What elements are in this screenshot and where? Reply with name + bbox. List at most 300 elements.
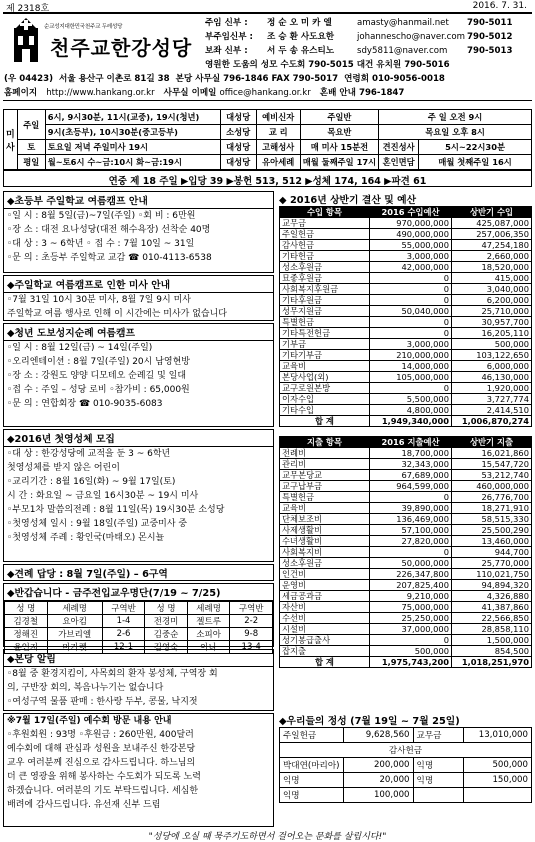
budget-amount: 0: [370, 635, 452, 646]
staff-phone: 790-5013: [467, 46, 513, 56]
mass-day: 주일: [17, 110, 45, 140]
table-row: [280, 514, 532, 525]
item-name: 교무본당교: [280, 470, 370, 481]
actual-amount: 16,021,860: [452, 448, 532, 459]
member-name: 전경미: [145, 615, 188, 628]
table-row: [280, 591, 532, 602]
table-row: [280, 536, 532, 547]
donor-name: [413, 788, 463, 803]
staff-row: [205, 16, 512, 28]
table-row: [280, 470, 532, 481]
actual-amount: 1,500,000: [452, 635, 532, 646]
item-name: 성소후원금: [280, 558, 370, 569]
item-name: 기부금: [280, 339, 370, 350]
table-row: [280, 405, 532, 416]
budget-amount: 0: [370, 492, 452, 503]
notice-line: ◦부모1차 말씀의전례 : 8월 11일(목) 19시30분 소성당: [7, 505, 225, 515]
budget-amount: 0: [370, 317, 452, 328]
notice-line: 의, 구반장 회의, 복음나누기는 없습니다: [7, 683, 164, 693]
actual-amount: 58,515,330: [452, 514, 532, 525]
member-district: 9-8: [230, 628, 273, 641]
item-name: 성소후원금: [280, 262, 370, 273]
notice-line: ◦교리기간 : 8월 16일(화) ~ 9월 17일(토): [7, 477, 176, 487]
donor-name: 익명: [413, 773, 463, 788]
notice-line: ◦7월 31일 10시 30분 미사, 8월 7일 9시 미사: [7, 295, 191, 305]
budget-amount: 37,000,000: [370, 624, 452, 635]
table-row: [280, 295, 532, 306]
item-name: 주일헌금: [280, 229, 370, 240]
table-row: [280, 262, 532, 273]
staff-phone: 790-5012: [467, 32, 513, 42]
table-row: [280, 448, 532, 459]
budget-amount: 50,000,000: [370, 558, 452, 569]
actual-amount: 4,326,880: [452, 591, 532, 602]
budget-amount: 0: [370, 295, 452, 306]
table-header-row: [280, 437, 532, 448]
item-name: 특별헌금: [280, 492, 370, 503]
actual-amount: 22,566,850: [452, 613, 532, 624]
notice-line: 시 간 : 화요일 ~ 금요일 16시30분 ~ 19시 미사: [7, 491, 199, 501]
table-row: [280, 547, 532, 558]
item-name: 성기봉급출사: [280, 635, 370, 646]
column-header: 상반기 지출: [452, 437, 532, 448]
thanks-offering-label: 감사헌금: [280, 743, 532, 758]
staff-label: 부주임신부 :: [205, 32, 253, 42]
donor-amount: 20,000: [343, 773, 413, 788]
table-row: [280, 788, 532, 803]
table-header-row: [280, 207, 532, 218]
budget-amount: 9,210,000: [370, 591, 452, 602]
table-row: [280, 580, 532, 591]
issue-number: 제 2318호: [6, 4, 50, 14]
table-row: [280, 613, 532, 624]
table-row: [280, 558, 532, 569]
office-email-label: 사무실 이메일: [163, 88, 217, 98]
mass-place: 대성당: [220, 155, 256, 170]
notice-line: ◦문 의 : 초등부 주일학교 교감 ☎ 010-4113-6538: [7, 253, 212, 263]
table-row: [280, 339, 532, 350]
item-name: 단체보조비: [280, 514, 370, 525]
mass-times: 9시(초등부), 10시30분(중고등부): [45, 125, 220, 140]
item-name: 자산비: [280, 602, 370, 613]
notice-title: ◆초등부 주일학교 여름캠프 안내: [4, 192, 273, 209]
total-budget: 1,975,743,200: [370, 657, 452, 668]
staff-label: 보좌 신부 :: [205, 46, 248, 56]
table-row: [280, 394, 532, 405]
actual-amount: 3,727,774: [452, 394, 532, 405]
actual-amount: 6,000,000: [452, 361, 532, 372]
item-name: 전례비: [280, 448, 370, 459]
income-total-row: [280, 416, 532, 427]
notice-line: ◦여성구역 물품 판매 : 한사랑 두부, 콩물, 낙지젓: [7, 697, 198, 707]
budget-amount: 0: [370, 383, 452, 394]
notice-first-communion: [3, 429, 274, 562]
actual-amount: 110,021,750: [452, 569, 532, 580]
member-district: 2-2: [230, 615, 273, 628]
actual-amount: 15,547,720: [452, 459, 532, 470]
table-row: [280, 251, 532, 262]
header-divider: [3, 12, 532, 14]
donor-amount: [463, 788, 531, 803]
mass-schedule-table: [3, 109, 532, 170]
actual-amount: 2,414,510: [452, 405, 532, 416]
notice-title: ◆2016년 첫영성체 모집: [4, 430, 273, 447]
jesuit-visit-box: [3, 713, 274, 827]
bottom-slogan: "성당에 오실 때 묵주기도하면서 걸어오는 문화를 살립시다!": [148, 832, 387, 842]
table-row: [280, 624, 532, 635]
mass-side-label: 미 사: [4, 110, 18, 170]
actual-amount: 41,387,860: [452, 602, 532, 613]
budget-amount: 226,347,800: [370, 569, 452, 580]
notice-line: 더 큰 영광을 위해 봉사하는 수도회가 되도록 노력: [7, 772, 201, 782]
item-name: 감사헌금: [280, 240, 370, 251]
item-name: 묘좋후원금: [280, 273, 370, 284]
actual-amount: 13,460,000: [452, 536, 532, 547]
notice-title: ◆견례 답당 : 8월 7일(주일) – 6구역: [7, 569, 168, 580]
donor-amount: 500,000: [463, 758, 531, 773]
budget-amount: 207,825,400: [370, 580, 452, 591]
notice-line: ◦일 시 : 8월 5일(금)~7일(주일) ◦회 비 : 6만원: [7, 211, 196, 221]
budget-amount: 50,040,000: [370, 306, 452, 317]
total-budget: 1,949,340,000: [370, 416, 452, 427]
notice-line: 교우 여러분께 진심으로 감사드립니다. 하느님의: [7, 758, 196, 768]
donor-name: 익명: [280, 788, 344, 803]
table-row: [280, 350, 532, 361]
actual-amount: 3,040,000: [452, 284, 532, 295]
item-name: 본당사업(외): [280, 372, 370, 383]
table-row: [280, 229, 532, 240]
notice-title: ※7월 17일(주일) 예수회 방문 내용 안내: [7, 716, 172, 726]
actual-amount: 415,000: [452, 273, 532, 284]
info-cell: 혼인면담: [379, 155, 419, 170]
column-header: 세례명: [47, 602, 102, 615]
member-name: 김경철: [5, 615, 48, 628]
actual-amount: 2,660,000: [452, 251, 532, 262]
budget-amount: 67,689,000: [370, 470, 452, 481]
notice-line: ◦문 의 : 연합회장 ☎ 010-9035-6083: [7, 399, 163, 409]
staff-name: 서 두 송 유스티노: [267, 46, 335, 56]
mass-times: 월~토6시 수~금:10시 화~금:19시: [45, 155, 220, 170]
member-baptism-name: 마가렛: [47, 641, 102, 654]
actual-amount: 26,776,700: [452, 492, 532, 503]
postal-code: (우 04423): [4, 74, 54, 84]
notice-title: ◆본당 알림: [4, 650, 273, 667]
info-cell: 5시~22시30분: [419, 140, 532, 155]
notice-line: ◦8월 중 환경지킴이, 사목회의 환자 봉성체, 구역장 회: [7, 669, 218, 679]
homepage-link[interactable]: http://www.hankang.or.kr: [46, 88, 155, 98]
notice-altar-duty: [3, 564, 274, 581]
staff-name: 정 순 오 미 카 엘: [267, 18, 332, 28]
item-name: 기타후원금: [280, 295, 370, 306]
income-table: [279, 206, 532, 427]
budget-amount: 970,000,000: [370, 218, 452, 229]
actual-amount: 1,920,000: [452, 383, 532, 394]
table-row: [280, 525, 532, 536]
budget-amount: 964,599,000: [370, 481, 452, 492]
actual-amount: 47,254,180: [452, 240, 532, 251]
budget-amount: 57,100,000: [370, 525, 452, 536]
table-row: [280, 240, 532, 251]
notice-line: ◦일 시 : 8월 12일(금) ~ 14일(주일): [7, 343, 153, 353]
info-cell: 목요반: [300, 125, 378, 140]
column-header: 구역반: [102, 602, 145, 615]
item-name: 성무지원금: [280, 306, 370, 317]
total-actual: 1,006,870,274: [452, 416, 532, 427]
table-row: [280, 306, 532, 317]
budget-amount: 0: [370, 273, 452, 284]
item-name: 교육비: [280, 361, 370, 372]
member-district: 1-4: [102, 615, 145, 628]
item-name: 세금공과금: [280, 591, 370, 602]
item-name: 기타헌금: [280, 251, 370, 262]
newsletter-title: 천주교한강성당: [50, 36, 193, 60]
member-district: 12-1: [102, 641, 145, 654]
table-row: [280, 328, 532, 339]
staff-email[interactable]: sdy5811@naver.com: [357, 46, 448, 56]
staff-row: [205, 44, 512, 56]
actual-amount: 257,006,350: [452, 229, 532, 240]
table-row: [280, 503, 532, 514]
column-header: 구역반: [230, 602, 273, 615]
mass-day: 평일: [17, 155, 45, 170]
donor-amount: 200,000: [343, 758, 413, 773]
member-baptism-name: 요아킴: [47, 615, 102, 628]
actual-amount: 6,200,000: [452, 295, 532, 306]
budget-amount: 3,000,000: [370, 339, 452, 350]
item-name: 기타수입: [280, 405, 370, 416]
item-name: 특별헌금: [280, 317, 370, 328]
column-header: 성 명: [145, 602, 188, 615]
table-row: [4, 155, 532, 170]
office-email[interactable]: office@hankang.or.kr: [219, 88, 311, 98]
header-subtitle: 순교성지대한민국천주교 두레성당: [44, 24, 123, 30]
item-name: 사회복지후원금: [280, 284, 370, 295]
staff-name: 조 승 환 사도요한: [267, 32, 335, 42]
item-name: 운영비: [280, 580, 370, 591]
total-actual: 1,018,251,970: [452, 657, 532, 668]
actual-amount: 53,212,740: [452, 470, 532, 481]
donation-info: 혼배 안내 796-1847: [319, 88, 405, 98]
item-name: 사회복지비: [280, 547, 370, 558]
notice-youth-pilgrimage: [3, 323, 274, 427]
address: 서울 용산구 이촌로 81길 38: [59, 74, 170, 84]
info-cell: 교 리: [256, 125, 300, 140]
donor-amount: 150,000: [463, 773, 531, 788]
info-cell: 매 미사 15분전: [300, 140, 378, 155]
mass-place: 소성당: [220, 125, 256, 140]
notice-line: 첫영성체를 받지 않은 어린이: [7, 463, 120, 473]
item-name: 수녀생활비: [280, 536, 370, 547]
actual-amount: 46,130,000: [452, 372, 532, 383]
table-row: [280, 481, 532, 492]
item-name: 교육비: [280, 503, 370, 514]
item-name: 이자수입: [280, 394, 370, 405]
budget-amount: 0: [370, 284, 452, 295]
notice-title: ◆청년 도보성지순례 여름캠프: [4, 324, 273, 341]
budget-amount: 75,000,000: [370, 602, 452, 613]
staff-phone: 790-5011: [467, 18, 513, 28]
staff-email[interactable]: johannescho@naver.com: [357, 32, 465, 42]
member-district: 13-4: [230, 641, 273, 654]
church-logo-icon: [12, 18, 40, 64]
budget-amount: 490,000,000: [370, 229, 452, 240]
table-row: [4, 125, 532, 140]
info-cell: 주일반: [300, 110, 378, 125]
actual-amount: 103,122,650: [452, 350, 532, 361]
item-name: 관리비: [280, 459, 370, 470]
issue-date: 2016. 7. 31.: [472, 1, 527, 11]
item-name: 인건비: [280, 569, 370, 580]
notice-line: ◦장 소 : 강원도 양양 디모테오 순례길 및 일대: [7, 371, 187, 381]
finance-title: ◆ 2016년 상반기 결산 및 예산: [279, 195, 417, 206]
mass-day: 토: [17, 140, 45, 155]
budget-amount: 0: [370, 328, 452, 339]
member-baptism-name: 소피아: [187, 628, 230, 641]
info-cell: 매월 둘째주일 17시: [300, 155, 378, 170]
column-header: 지출 항목: [280, 437, 370, 448]
offering-table: [279, 727, 532, 803]
table-row: [280, 273, 532, 284]
notice-title: ◆주일학교 여름캠프로 인한 미사 안내: [4, 276, 273, 293]
info-cell: 예비신자: [256, 110, 300, 125]
office-phone: 본당 사무실 796-1846 FAX 790-5017: [175, 74, 339, 84]
offering-label: 교무금: [413, 728, 463, 743]
table-row: [280, 646, 532, 657]
mass-place: 대성당: [220, 140, 256, 155]
item-name: 기타특전헌금: [280, 328, 370, 339]
donor-name: 익명: [413, 758, 463, 773]
parish-notice-box: [3, 649, 274, 711]
table-row: [280, 284, 532, 295]
actual-amount: 500,000: [452, 339, 532, 350]
expense-table: [279, 436, 532, 668]
actual-amount: 25,770,000: [452, 558, 532, 569]
notice-line: ◦첫영성체 주례 : 황인국(마태오) 몬시뇰: [7, 533, 165, 543]
staff-email[interactable]: amasty@hanmail.net: [357, 18, 449, 28]
affiliate-row: 영원한 도움의 성모 수도회 790-5015 대건 유치원 790-5016: [205, 60, 450, 70]
info-cell: 매월 첫째주일 16시: [419, 155, 532, 170]
item-name: 잡지출: [280, 646, 370, 657]
item-name: 기타기부금: [280, 350, 370, 361]
item-name: 사제생활비: [280, 525, 370, 536]
member-baptism-name: 젤트루: [187, 615, 230, 628]
column-header: 수입 항목: [280, 207, 370, 218]
notice-line: ◦후원회원 : 93명 ◦후원금 : 260만원, 400달러: [7, 730, 194, 740]
header-bottom-rule: [3, 100, 532, 101]
info-cell: 유아세례: [256, 155, 300, 170]
member-name: 김중순: [145, 628, 188, 641]
new-members-title: ◆반갑습니다 - 금주전입교우명단(7/19 ~ 7/25): [4, 584, 273, 601]
table-row: [280, 569, 532, 580]
actual-amount: 25,500,290: [452, 525, 532, 536]
total-label: 합 계: [280, 657, 370, 668]
mass-times: 토요일 저녁 주일미사 19시: [45, 140, 220, 155]
table-row: [4, 110, 532, 125]
actual-amount: 854,500: [452, 646, 532, 657]
notice-line: ◦접 수 : 주일 – 성당 로비 ◦참가비 : 65,000원: [7, 385, 190, 395]
budget-amount: 3,000,000: [370, 251, 452, 262]
attendance-stats: 연중 제 18 주일 ▶입당 39 ▶봉헌 513, 512 ▶성체 174, 164 ▶파견 61: [3, 170, 532, 187]
item-name: 시설비: [280, 624, 370, 635]
contact-row: [4, 86, 404, 98]
actual-amount: 94,894,320: [452, 580, 532, 591]
notice-line: ◦첫영성체 일시 : 9월 18일(주일) 교중미사 중: [7, 519, 188, 529]
notice-line: 배려에 감사드립니다. 유선재 신부 드림: [7, 800, 161, 810]
column-header: 상반기 수입: [452, 207, 532, 218]
column-header: 2016 수입예산: [370, 207, 452, 218]
budget-amount: 14,000,000: [370, 361, 452, 372]
budget-amount: 55,000,000: [370, 240, 452, 251]
info-cell: 견진성사: [379, 140, 419, 155]
member-name: 윤인지: [5, 641, 48, 654]
item-name: 교구납부금: [280, 481, 370, 492]
actual-amount: 16,205,110: [452, 328, 532, 339]
mass-times: 6시, 9시30분, 11시(교중), 19시(청년): [45, 110, 220, 125]
homepage-label: 홈페이지: [4, 88, 38, 98]
expense-total-row: [280, 657, 532, 668]
column-header: 2016 지출예산: [370, 437, 452, 448]
member-baptism-name: 가브리엘: [47, 628, 102, 641]
actual-amount: 25,710,000: [452, 306, 532, 317]
budget-amount: 39,890,000: [370, 503, 452, 514]
total-label: 합 계: [280, 416, 370, 427]
offering-amount: 9,628,560: [343, 728, 413, 743]
table-row: [280, 383, 532, 394]
table-row: [5, 628, 273, 641]
table-row: [280, 743, 532, 758]
table-row: [4, 140, 532, 155]
budget-amount: 105,000,000: [370, 372, 452, 383]
notice-line: ◦장 소 : 대전 요나성당(대전 해수욕장) 선착순 40명: [7, 225, 211, 235]
info-cell: 주 일 오전 9시: [379, 110, 532, 125]
notice-summer-camp: [3, 191, 274, 273]
budget-amount: 0: [370, 547, 452, 558]
address-row: [4, 72, 445, 84]
info-cell: 고해성사: [256, 140, 300, 155]
table-row: [280, 218, 532, 229]
table-row: [280, 773, 532, 788]
budget-amount: 5,500,000: [370, 394, 452, 405]
member-name: 김영숙: [145, 641, 188, 654]
table-row: [280, 635, 532, 646]
notice-line: 예수회에 대해 관심과 성원을 보내주신 한강본당: [7, 744, 196, 754]
table-row: [5, 615, 273, 628]
actual-amount: 18,271,910: [452, 503, 532, 514]
actual-amount: 28,858,110: [452, 624, 532, 635]
actual-amount: 30,957,700: [452, 317, 532, 328]
column-header: 세례명: [187, 602, 230, 615]
budget-amount: 500,000: [370, 646, 452, 657]
new-members-box: [3, 583, 274, 653]
table-row: [280, 492, 532, 503]
budget-amount: 25,250,000: [370, 613, 452, 624]
member-district: 2-6: [102, 628, 145, 641]
offering-title: ◆우리들의 정성 (7월 19일 ~ 7월 25일): [279, 716, 460, 727]
item-name: 수선비: [280, 613, 370, 624]
table-row: [280, 728, 532, 743]
info-cell: 목요일 오후 8시: [379, 125, 532, 140]
actual-amount: 18,520,000: [452, 262, 532, 273]
member-name: 정해진: [5, 628, 48, 641]
donor-name: 익명: [280, 773, 344, 788]
actual-amount: 425,087,000: [452, 218, 532, 229]
budget-amount: 136,469,000: [370, 514, 452, 525]
union-phone: 연령회 010-9056-0018: [344, 74, 445, 84]
item-name: 교무금: [280, 218, 370, 229]
offering-amount: 13,010,000: [463, 728, 531, 743]
staff-row: [205, 30, 512, 42]
table-row: [280, 317, 532, 328]
